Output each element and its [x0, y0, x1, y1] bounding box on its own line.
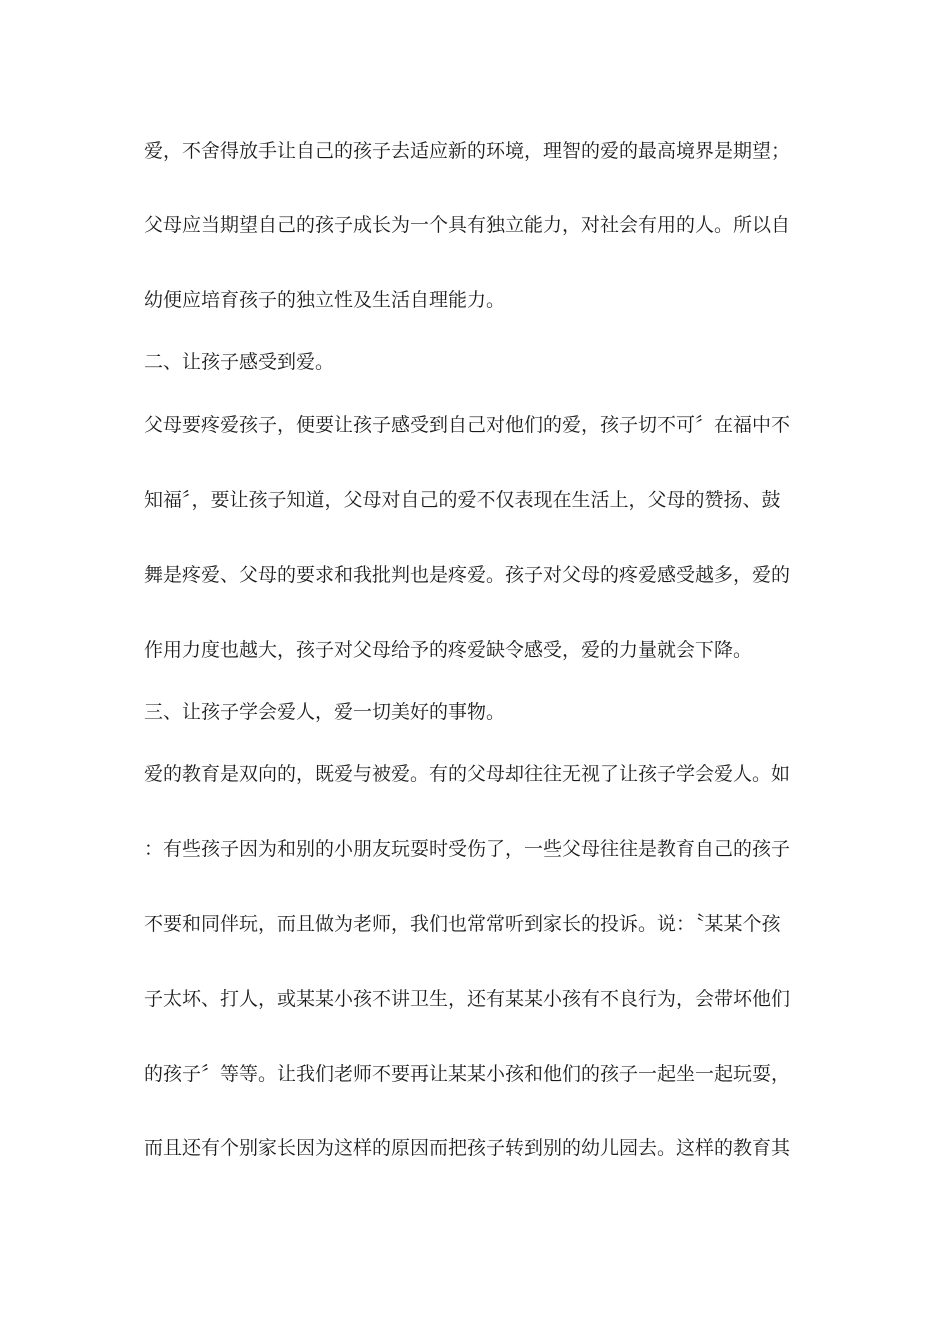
text-line-12: 不要和同伴玩，而且做为老师，我们也常常听到家长的投诉。说：〝某某个孩: [144, 913, 781, 935]
section-heading-2: 二、让孩子感受到爱。: [144, 351, 335, 373]
text-line-11: ：有些孩子因为和别的小朋友玩耍时受伤了，一些父母往往是教育自己的孩子: [144, 838, 791, 860]
text-line-10: 爱的教育是双向的，既爱与被爱。有的父母却往往无视了让孩子学会爱人。如: [144, 763, 791, 785]
section-heading-3: 三、让孩子学会爱人，爱一切美好的事物。: [144, 701, 506, 723]
text-line-2: 父母应当期望自己的孩子成长为一个具有独立能力，对社会有用的人。所以自: [144, 214, 791, 236]
text-line-6: 知福〞，要让孩子知道，父母对自己的爱不仅表现在生活上，父母的赞扬、鼓: [144, 489, 781, 511]
text-line-15: 而且还有个别家长因为这样的原因而把孩子转到别的幼儿园去。这样的教育其: [144, 1137, 791, 1159]
text-line-13: 子太坏、打人，或某某小孩不讲卫生，还有某某小孩有不良行为，会带坏他们: [144, 988, 791, 1010]
text-line-7: 舞是疼爱、父母的要求和我批判也是疼爱。孩子对父母的疼爱感受越多，爱的: [144, 564, 791, 586]
text-line-14: 的孩子〞等等。让我们老师不要再让某某小孩和他们的孩子一起坐一起玩耍，: [144, 1063, 791, 1085]
text-line-1: 爱，不舍得放手让自己的孩子去适应新的环境，理智的爱的最高境界是期望；: [144, 140, 791, 162]
text-line-8: 作用力度也越大，孩子对父母给予的疼爱缺令感受，爱的力量就会下降。: [144, 639, 753, 661]
text-line-3: 幼便应培育孩子的独立性及生活自理能力。: [144, 289, 506, 311]
text-line-5: 父母要疼爱孩子，便要让孩子感受到自己对他们的爱，孩子切不可〞在福中不: [144, 414, 791, 436]
